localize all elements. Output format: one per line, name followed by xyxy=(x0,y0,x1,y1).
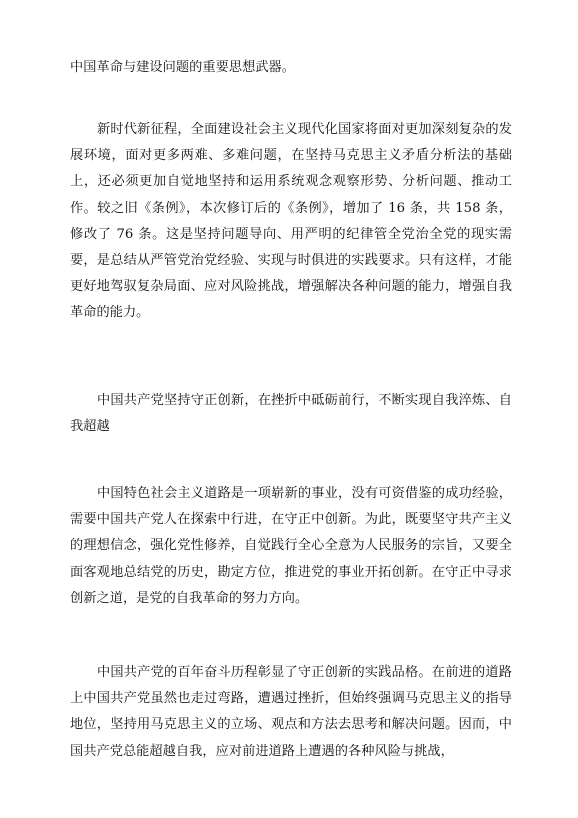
paragraph-socialist-road: 中国特色社会主义道路是一项崭新的事业，没有可资借鉴的成功经验，需要中国共产党人在探索中行进，在守正中创新。为此，既要坚守共产主义的理想信念，强化党性修养，自觉践行全心全意为人民服务的宗旨，又要全面客观地总结党的历史，勘定方位，推进党的事业开拓创新。在守正中寻求创新之道，是党的自我革命的努力方向。 xyxy=(70,486,512,606)
section-heading-innovation: 中国共产党坚持守正创新，在挫折中砥砺前行，不断实现自我淬炼、自我超越 xyxy=(70,393,512,435)
paragraph-system-concept: 新时代新征程，全面建设社会主义现代化国家将面对更加深刻复杂的发展环境，面对更多两难、多难问题，在坚持马克思主义矛盾分析法的基础上，还必须更加自觉地坚持和运用系统观念观察形势、分析问题、推动工作。较之旧《条例》，本次修订后的《条例》，增加了 16 条，共 158 条，修改了 76 条。这是坚持问题导向、用严明的纪律管全党治全党的现实需要，是总结从严管党治党经验、实现与时俱进的实践要求。只有这样，才能更好地驾驭复杂局面、应对风险挑战，增强解决各种问题的能力，增强自我革命的能力。 xyxy=(70,122,512,321)
paragraph-continuation: 中国革命与建设问题的重要思想武器。 xyxy=(70,60,296,75)
paragraph-century-struggle: 中国共产党的百年奋斗历程彰显了守正创新的实践品格。在前进的道路上中国共产党虽然也走过弯路，遭遇过挫折，但始终强调马克思主义的指导地位，坚持用马克思主义的立场、观点和方法去思考和解决问题。因而，中国共产党总能超越自我，应对前进道路上遭遇的各种风险与挑战， xyxy=(70,665,512,759)
